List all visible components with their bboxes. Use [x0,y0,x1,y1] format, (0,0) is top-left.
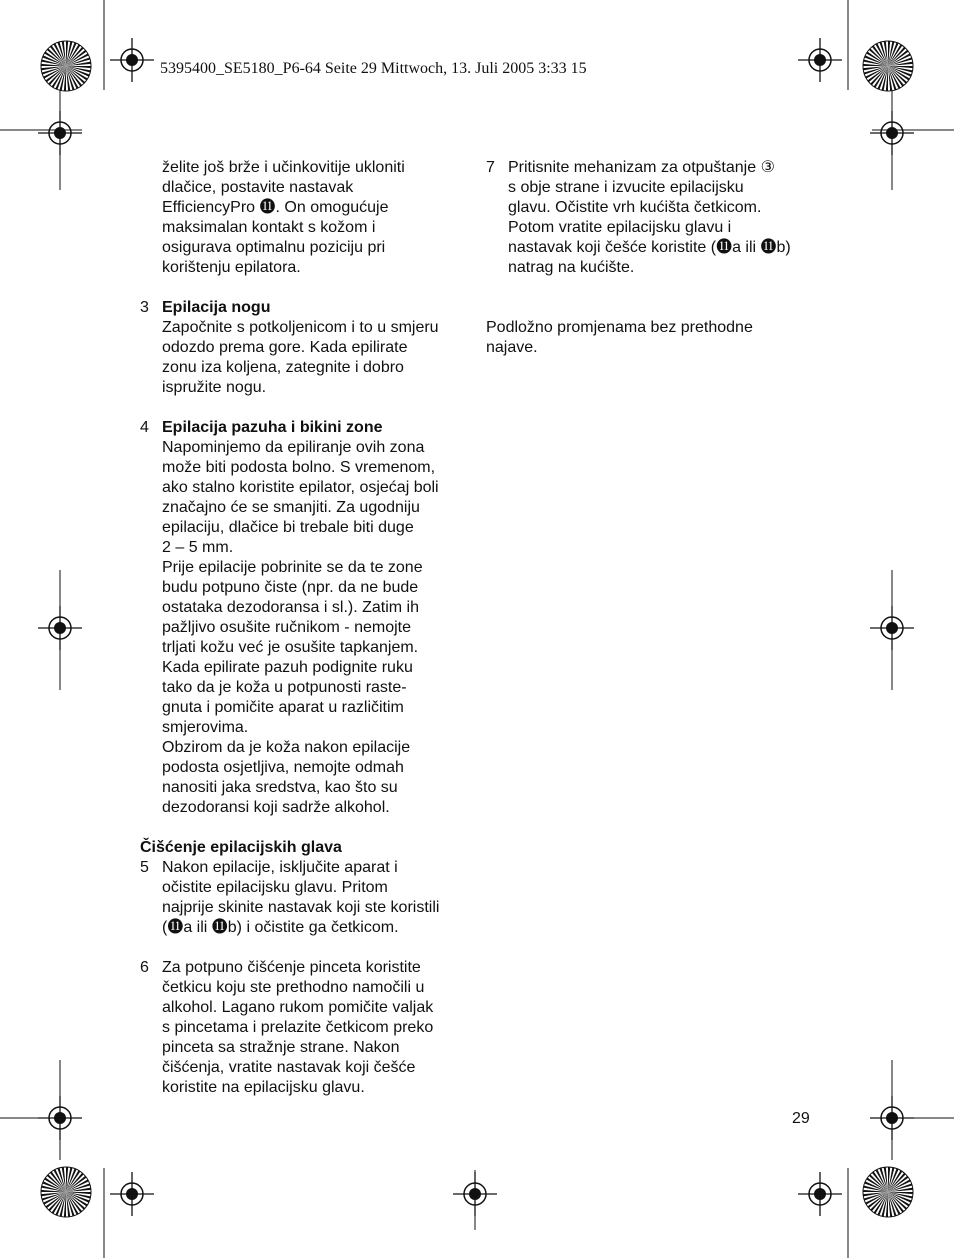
step-number: 6 [140,959,149,976]
step-title: Epilacija pazuha i bikini zone [162,419,383,436]
print-job-header: 5395400_SE5180_P6-64 Seite 29 Mittwoch, 13. Juli 2005 3:33 15 [160,60,587,77]
starburst-target-icon [863,41,913,91]
step-number: 7 [486,159,495,176]
starburst-target-icon [41,41,91,91]
page-number: 29 [792,1110,810,1127]
step-4: 4 Epilacija pazuha i bikini zone Napominjemo da epiliranje ovih zona može biti podosta bolno. S vremenom, ako stalno koristite epilator, osjećaj boli značajno će se smanjiti. Za ugodniju epilaciju, dlačice bi trebale biti duge 2 – 5 mm. Prije epilacije pobrinite se da te zone budu potpuno čiste (npr. da ne bude ostataka dezodoransa i sl.). Zatim ih pažljivo osušite ručnikom - nemojte trljati kožu već je osušite tapkanjem. Kada epilirate pazuh podignite ruku tako da je koža u potpunosti raste- gnuta i pomičite aparat u različitim smjerovima. Obzirom da je koža nakon epilacije podosta osjetljiva, nemojte odmah nanositi jaka sredstva, kao što su dezodoransi koji sadrže alkohol. [140,418,470,818]
left-column [140,158,470,1098]
step-number: 4 [140,419,149,436]
step-6: 6 Za potpuno čišćenje pinceta koristite četkicu koju ste prethodno namočili u alkohol. Lagano rukom pomičite valjak s pincetama i prelazite četkicom preko pinceta sa stražnje strane. Nakon čišćenja, vratite nastavak koji češće koristite na epilacijsku glavu. [140,959,434,1096]
step-title: Epilacija nogu [162,299,271,316]
step-3: 3 Epilacija nogu Započnite s potkoljenicom i to u smjeru odozdo prema gore. Kada epilirate zonu iza koljena, zategnite i dobro ispružite nogu. [140,298,470,398]
starburst-target-icon [863,1167,913,1217]
starburst-target-icon [41,1167,91,1217]
step-number: 5 [140,859,149,876]
step-number: 3 [140,299,149,316]
disclaimer-note: Podložno promjenama bez prethodne najave. [486,319,753,356]
intro-paragraph: želite još brže i učinkovitije ukloniti dlačice, postavite nastavak EfficiencyPro ⓫. On omogućuje maksimalan kontakt s kožom i osigurava optimalnu poziciju pri korištenju epilatora. [162,159,405,276]
right-column [486,158,816,358]
section-title: Čišćenje epilacijskih glava [140,839,342,856]
step-5: 5 Nakon epilacije, isključite aparat i očistite epilacijsku glavu. Pritom najprije skinite nastavak koji ste koristili (⓫a ili ⓫b) i očistite ga četkicom. [140,859,440,936]
step-7: 7 Pritisnite mehanizam za otpuštanje ③ s obje strane i izvucite epilacijsku glavu. Očistite vrh kućišta četkicom. Potom vratite epilacijsku glavu i nastavak koji češće koristite (⓫a ili ⓫b) natrag na kućište. [486,159,791,276]
